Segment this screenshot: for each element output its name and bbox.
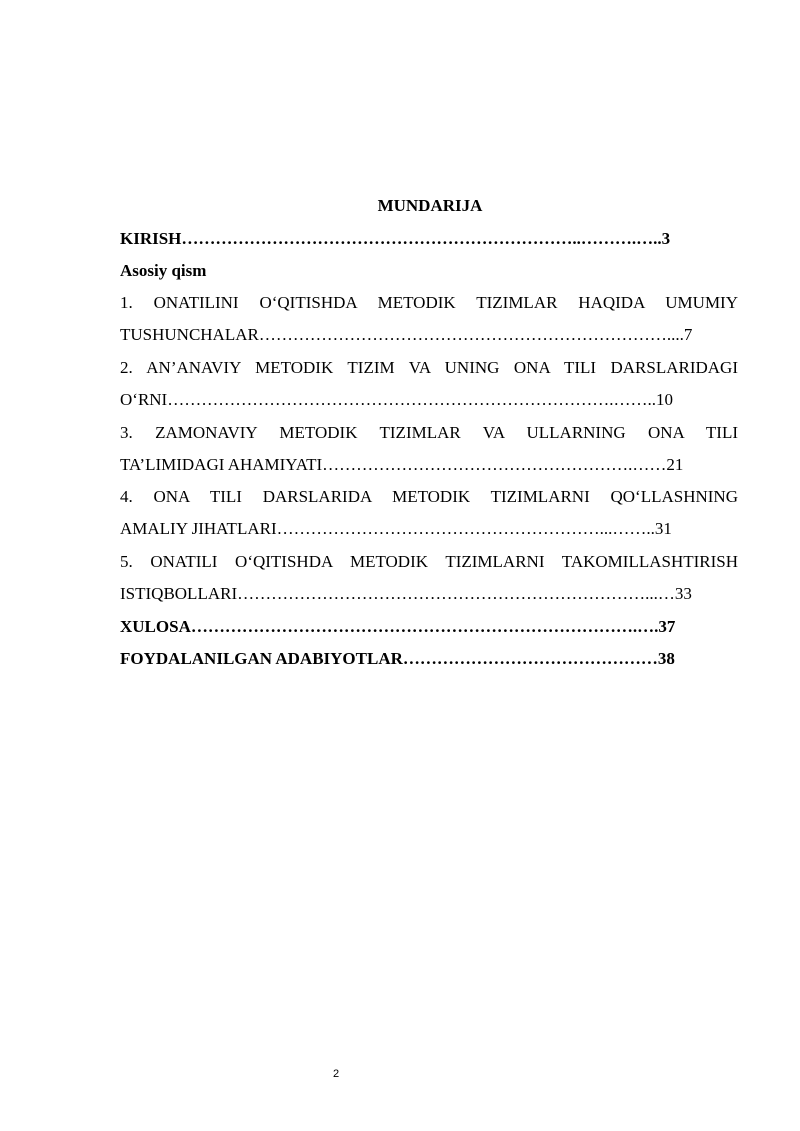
- toc-entry-4-line-1: 4. ONA TILI DARSLARIDA METODIK TIZIMLARNI QO‘LLASHNING: [120, 487, 738, 506]
- toc-entry-xulosa: XULOSA…………………………………………………………………….….37: [120, 617, 676, 636]
- page-number: 2: [332, 1068, 340, 1080]
- toc-entry-1-line-2: TUSHUNCHALAR………………………………………………………………....7: [120, 325, 693, 344]
- toc-entry-1-line-1: 1. ONATILINI O‘QITISHDA METODIK TIZIMLAR HAQIDA UMUMIY: [120, 293, 738, 312]
- toc-section-heading: Asosiy qism: [120, 261, 207, 280]
- toc-entry-adabiyotlar: FOYDALANILGAN ADABIYOTLAR………………………………………38: [120, 649, 675, 668]
- toc-entry-5-line-2: ISTIQBOLLARI………………………………………………………………...…33: [120, 584, 692, 603]
- toc-entry-4-line-2: AMALIY JIHATLARI…………………………………………………...……..31: [120, 519, 672, 538]
- toc-entry-2-line-1: 2. AN’ANAVIY METODIK TIZIM VA UNING ONA TILI DARSLARIDAGI: [120, 358, 738, 377]
- page-title: MUNDARIJA: [377, 196, 483, 215]
- toc-entry-3-line-2: TA’LIMIDAGI AHAMIYATI……………………………………………….……21: [120, 455, 684, 474]
- toc-entry-5-line-1: 5. ONATILI O‘QITISHDA METODIK TIZIMLARNI TAKOMILLASHTIRISH: [120, 552, 738, 571]
- toc-entry-2-line-2: O‘RNI…………………………………………………………………….……..10: [120, 390, 673, 409]
- toc-entry-3-line-1: 3. ZAMONAVIY METODIK TIZIMLAR VA ULLARNING ONA TILI: [120, 423, 738, 442]
- toc-entry-kirish: KIRISH……………………………………………………………..……….…..3: [120, 229, 671, 248]
